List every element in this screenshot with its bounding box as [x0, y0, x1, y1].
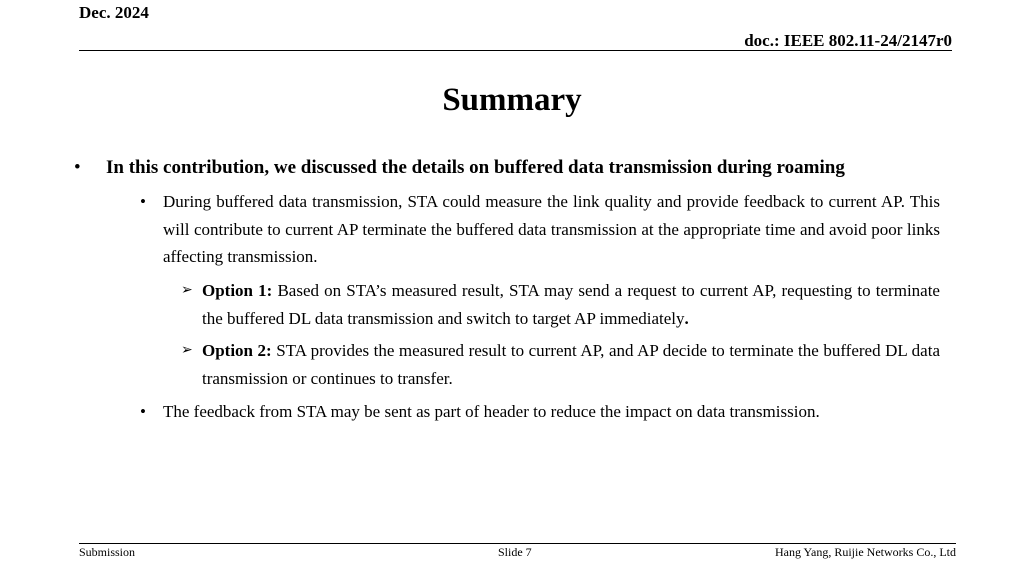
sub-bullet-text: The feedback from STA may be sent as part of header to reduce the impact on data transmission.	[163, 402, 820, 421]
option-1-end: .	[684, 308, 689, 328]
sub-bullet-text: During buffered data transmission, STA could measure the link quality and provide feedback to current AP. This will contribute to current AP terminate the buffered data transmission at the appropriate time and avoid poor links affecting transmission.	[163, 192, 940, 266]
bullet-dot-icon: •	[140, 402, 146, 421]
option-2-label: Option 2:	[202, 341, 272, 360]
footer-divider	[79, 543, 956, 544]
option-1-body: Based on STA’s measured result, STA may send a request to current AP, requesting to terminate the buffered DL data transmission and switch to target AP immediately	[202, 281, 940, 328]
option-2-body: STA provides the measured result to current AP, and AP decide to terminate the buffered DL data transmission or continues to transfer.	[202, 341, 940, 388]
footer-author: Hang Yang, Ruijie Networks Co., Ltd	[775, 545, 956, 559]
option-2-item	[181, 337, 940, 392]
header-divider	[79, 50, 952, 51]
footer-submission: Submission	[79, 545, 136, 559]
main-bullet-text: In this contribution, we discussed the details on buffered data transmission during roaming	[106, 157, 845, 178]
footer-slide-number: Slide 7	[498, 545, 532, 559]
bullet-dot-icon: •	[140, 192, 146, 211]
option-2-text	[202, 337, 940, 392]
bullet-dot-icon: •	[74, 157, 81, 178]
arrow-bullet-icon: ➢	[181, 283, 193, 298]
option-1-item	[181, 277, 940, 332]
arrow-bullet-icon: ➢	[181, 343, 193, 358]
header-date: Dec. 2024	[79, 3, 149, 22]
slide-title: Summary	[442, 82, 582, 118]
header-doc-id: doc.: IEEE 802.11-24/2147r0	[744, 31, 952, 50]
option-1-label: Option 1:	[202, 281, 273, 300]
sub-bullet-header	[140, 398, 940, 426]
option-1-text	[202, 277, 940, 332]
sub-bullet-feedback	[140, 188, 940, 271]
